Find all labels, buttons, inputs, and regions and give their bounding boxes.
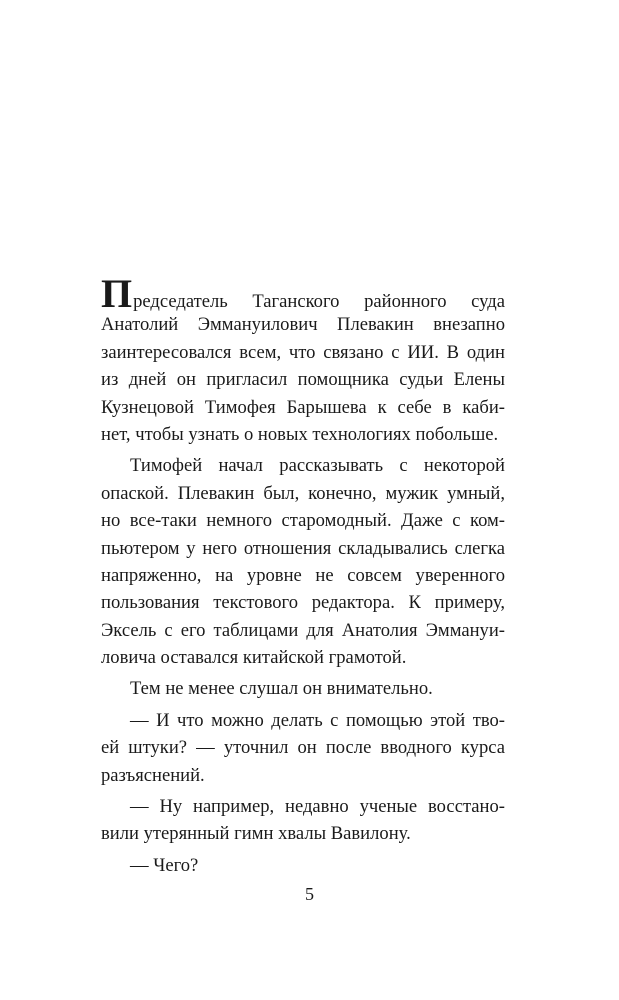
text-line xyxy=(101,852,505,879)
text-line xyxy=(101,421,505,448)
line-text: Эксель с его таблицами для Анатолия Эммануи- xyxy=(101,619,505,641)
body-text xyxy=(101,271,505,879)
line-text: ей штуки? — уточнил он после вводного курса xyxy=(101,737,505,759)
text-line xyxy=(101,562,505,589)
line-text: пьютером у него отношения складывались слегка xyxy=(101,537,505,559)
page-number: 5 xyxy=(305,884,314,904)
line-text: редседатель Таганского районного суда xyxy=(133,291,505,312)
line-text: — Чего? xyxy=(130,854,199,876)
line-text: вили утерянный гимн хвалы Вавилону. xyxy=(101,823,411,845)
text-line xyxy=(101,507,505,534)
drop-cap: П xyxy=(101,271,133,316)
text-line xyxy=(101,589,505,616)
line-text: но все-таки немного старомодный. Даже с ком- xyxy=(101,510,505,532)
line-text: Кузнецовой Тимофея Барышева к себе в каби- xyxy=(101,396,505,418)
text-line xyxy=(101,617,505,644)
line-text: Тимофей начал рассказывать с некоторой xyxy=(130,455,505,477)
text-line xyxy=(101,394,505,421)
line-text: пользования текстового редактора. К примеру, xyxy=(101,592,505,614)
text-line xyxy=(101,707,505,734)
line-text: Тем не менее слушал он внимательно. xyxy=(130,678,433,700)
line-text: из дней он пригласил помощника судьи Елены xyxy=(101,369,505,391)
line-text: напряженно, на уровне не совсем уверенного xyxy=(101,564,505,586)
line-text: — Ну например, недавно ученые восстано- xyxy=(130,796,505,818)
text-line xyxy=(101,311,505,338)
text-line xyxy=(101,762,505,789)
line-text: опаской. Плевакин был, конечно, мужик умный, xyxy=(101,482,505,504)
text-line xyxy=(101,535,505,562)
line-text: ловича оставался китайской грамотой. xyxy=(101,647,407,669)
text-line xyxy=(101,734,505,761)
text-line xyxy=(101,452,505,479)
line-text: разъяснений. xyxy=(101,764,205,786)
line-text: нет, чтобы узнать о новых технологиях побольше. xyxy=(101,423,499,445)
text-line xyxy=(101,820,505,847)
text-line xyxy=(101,480,505,507)
text-line xyxy=(101,675,505,702)
line-text: заинтересовался всем, что связано с ИИ. В один xyxy=(101,341,505,363)
line-text: Анатолий Эммануилович Плевакин внезапно xyxy=(101,314,505,336)
text-line xyxy=(101,793,505,820)
line-text: — И что можно делать с помощью этой тво- xyxy=(130,709,505,731)
text-line xyxy=(101,644,505,671)
text-line xyxy=(101,339,505,366)
text-line xyxy=(101,366,505,393)
text-line xyxy=(101,271,505,316)
